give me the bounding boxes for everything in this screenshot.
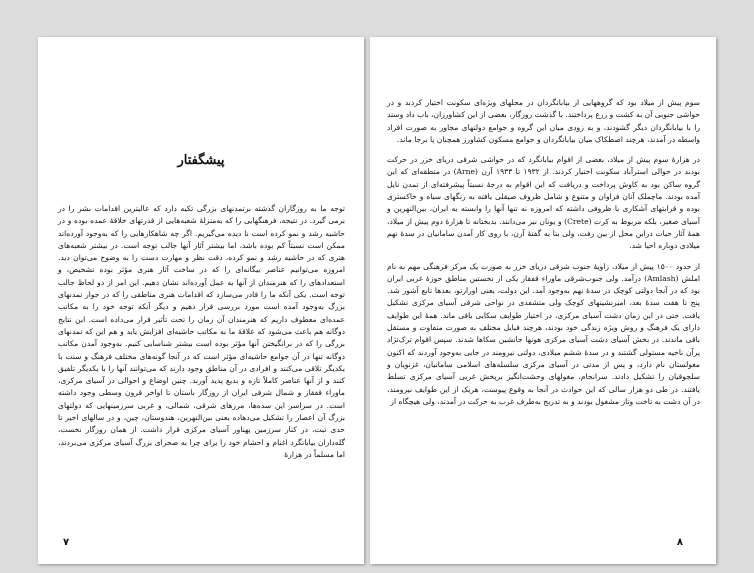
left-page (38, 37, 364, 564)
page-title: پیشگفتار (177, 153, 225, 168)
paragraph: در هزارهٔ سوم پیش از میلاد، بعضی از اقوام بیابانگرد که در حواشی شرقی دریای خزر در حرکت بودند در حوالی استرآباد سکونت اختیار کردند. از ۱۹۳۲ تا ۱۹۳۳ آرن (Arne) در منطقه‌ای که این گروه ساکن بود به کاوش پرداخت و دریافت که این اقوام به درجهٔ نسبتاً پیشرفته‌ای از تمدن نایل آمده بودند. ماچملک آنان فراوان و متنوع و شامل ظروف صیقلی یافته به رنگهای سیاه و خاکستری بوده و قرابتهای آشکاری با ظروفی داشته که امروزه نه تنها آنها را وابسته به ایران، بین‌النهرین و آسیای صغیر، بلکه مربوط به کرت (Crete) و یونان نیز می‌دانند. بدبختانه تا هزارهٔ دوم پیش از میلاد، همهٔ آثار حیات دراین محل از بین رفت، ولی بنا به گفتهٔ آرن، با روی کار آمدن سامانیان در سدهٔ نهم میلادی دوباره احیا شد. (387, 155, 701, 251)
paragraph: سوم پیش از میلاد بود که گروههایی از بیابانگردان در محلهای ویژه‌ای سکونت اختیار کردند و در حواشی جنوبی آن به کشت و زرع پرداختند. با گذشت روزگار، بعضی از این کشاورزان، باب داد وستد را با بیابانگردان دیگر گشودند، و به زودی میان این گروه و جوامع دولتهای مجاور به صورت افراد واسطه در آمدند، هرچند اصطکاک میان بیابانگردان و جوامع مسکون کشاورز همچنان پا برجا ماند. (387, 98, 700, 144)
page-number: ۷ (63, 537, 70, 548)
right-page (370, 37, 716, 564)
page-number: ۸ (676, 537, 683, 548)
body-text (58, 203, 345, 461)
paragraph: از حدود ۱۵۰۰ پیش از میلاد، زاویهٔ جنوب شرقی دریای خزر به صورت یک مرکز فرهنگی مهم به نام املش (Amlash) درآمد. ولی جنوب‌شرقی ماوراء قفقاز یکی از نخستین مناطق حوزهٔ غربی ایران بود که در آنجا دولتی کوچک در سدهٔ نهم به‌وجود آمد. این دولت، یعنی اورارتو، بعدها تابع آشور شد. پنج تا هفت سدهٔ بعد، امیرنشینهای کوچک ولی متشفدی در نواحی شرقی آسیای مرکزی تشکیل یافت. حتی در این زمان دشت آسیای مرکزی، در اختیار طوایف سکایی باقی ماند. همهٔ این طوایف دارای یک فرهنگ و روش ویژه زندگی خود بودند، هرچند قبایل مختلف به صورت متفاوت و مستقل باقی ماندند. در بخش آسیای دشت آسیای مرکزی هونها جانشین سکاها شدند. سپس اقوام ترک‌نژاد پرآن ناحیه مستولی گشتند و در سدهٔ ششم میلادی، دولتی نیرومند در جایی به‌وجود آوردند که اکنون مغولستان نام دارد، و پس از مدتی در آسیای مرکزی سلسله‌های اسلامی سامانیان، غزنویان و سلجوقیان را تشکیل دادند. سرانجام، مغولهای وحشت‌انگیز برپخش غربی آسیای مرکزی تسلط یافتند. در طی دو هزار سالی که این حوادث در آنجا به وقوع پیوست، هریک از این طوایف نیرومند، در آن دشت به تاخت وتاز مشغول بودند و به تدریج به‌طرف غرب به حرکت در آمدند، ولی هیچگاه از (387, 261, 700, 406)
body-text (387, 97, 700, 408)
paragraph: توجه ما به روزگاران گذشته برتمدنهای بزرگی تکیه دارد که عالیترین اقدامات بشر را در برمی گیرد. در نتیجه، فرهنگهایی را که به‌منزلهٔ شعبه‌هایی از قدرتهای خلاقهٔ عمده بوده و در حاشیه رشد و نمو کرده است نا دیده می‌گیریم. اگر چه شاهکارهایی را که به‌وجود آورده‌اند ممکن است نسبتاً کم بوده باشد، اما بیشتر آثار آنها جالب توجه است. در بیشتر شعبه‌های هنری که در حاشیه رشد و نمو کرده، دقت نظر و مهارت دست را به وضوح می‌توان دید. امروزه می‌توانیم عناصر بیگانه‌ای را که در ساخت آثار هنری مؤثر بوده تشخیص، و استعدادهای را که هنرمندان از آنها به عمل آورده‌اند نشان دهیم. این امر از دو لحاظ جالب توجه است. یکی آنکه ما را قادر می‌سازد که اقدامات هنری مناطقی را که در جوار تمدنهای بزرگ به‌وجود آمده است مورد بررسی قرار دهیم و دیگر آنکه توجه خود را به مکاتب عمده‌ای معطوف داریم که هنرمندان آن زمان را تحت تأثیر قرار می‌داده است. این نتایج دوگانه هم باعث می‌شود که علاقهٔ ما به مکاتب حاشیه‌ای افزایش یابد و هم این که تمدنهای بزرگی را که در برانگیختن آنها مؤثر بوده است بیشتر شناسایی کنیم. به‌وجود آمدن مکاتب دوگانه تنها در آن جوامع حاشیه‌ای مؤثر است که در آنجا گونه‌های مختلف فرهنگ و سنت با یکدیگر تلاقی می‌کنند و افرادی در آن مناطق وجود دارند که می‌توانند آنها را با یکدیگر تلفیق کنند و از آنها عناصر کاملاً تازه و بدیع پدید آورند. چنین اوضاع و احوالی در آسیای مرکزی، ماوراء قفقاز و شمال شرقی ایران از روزگار باستان تا اواخر قرون وسطی وجود داشته است. در سراسر این سده‌ها، مرزهای شرقی، شمالی، و غربی سرزمینهایی که دولتهای بزرگ آن اعصار را تشکیل می‌دهاده یعنی بین‌النهرین، هندوستان، چین، و در سالهای اخیر تا حدی تبت، در کنار سرزمین پهناور آسیای مرکزی قرار داشت. از همان روزگار نخست، گله‌داران بیابانگرد اغنام و احشام خود را برای چرا به صحرای بزرگ آسیای مرکزی می‌بردند، اما مسلماً در هزارهٔ (58, 204, 345, 459)
